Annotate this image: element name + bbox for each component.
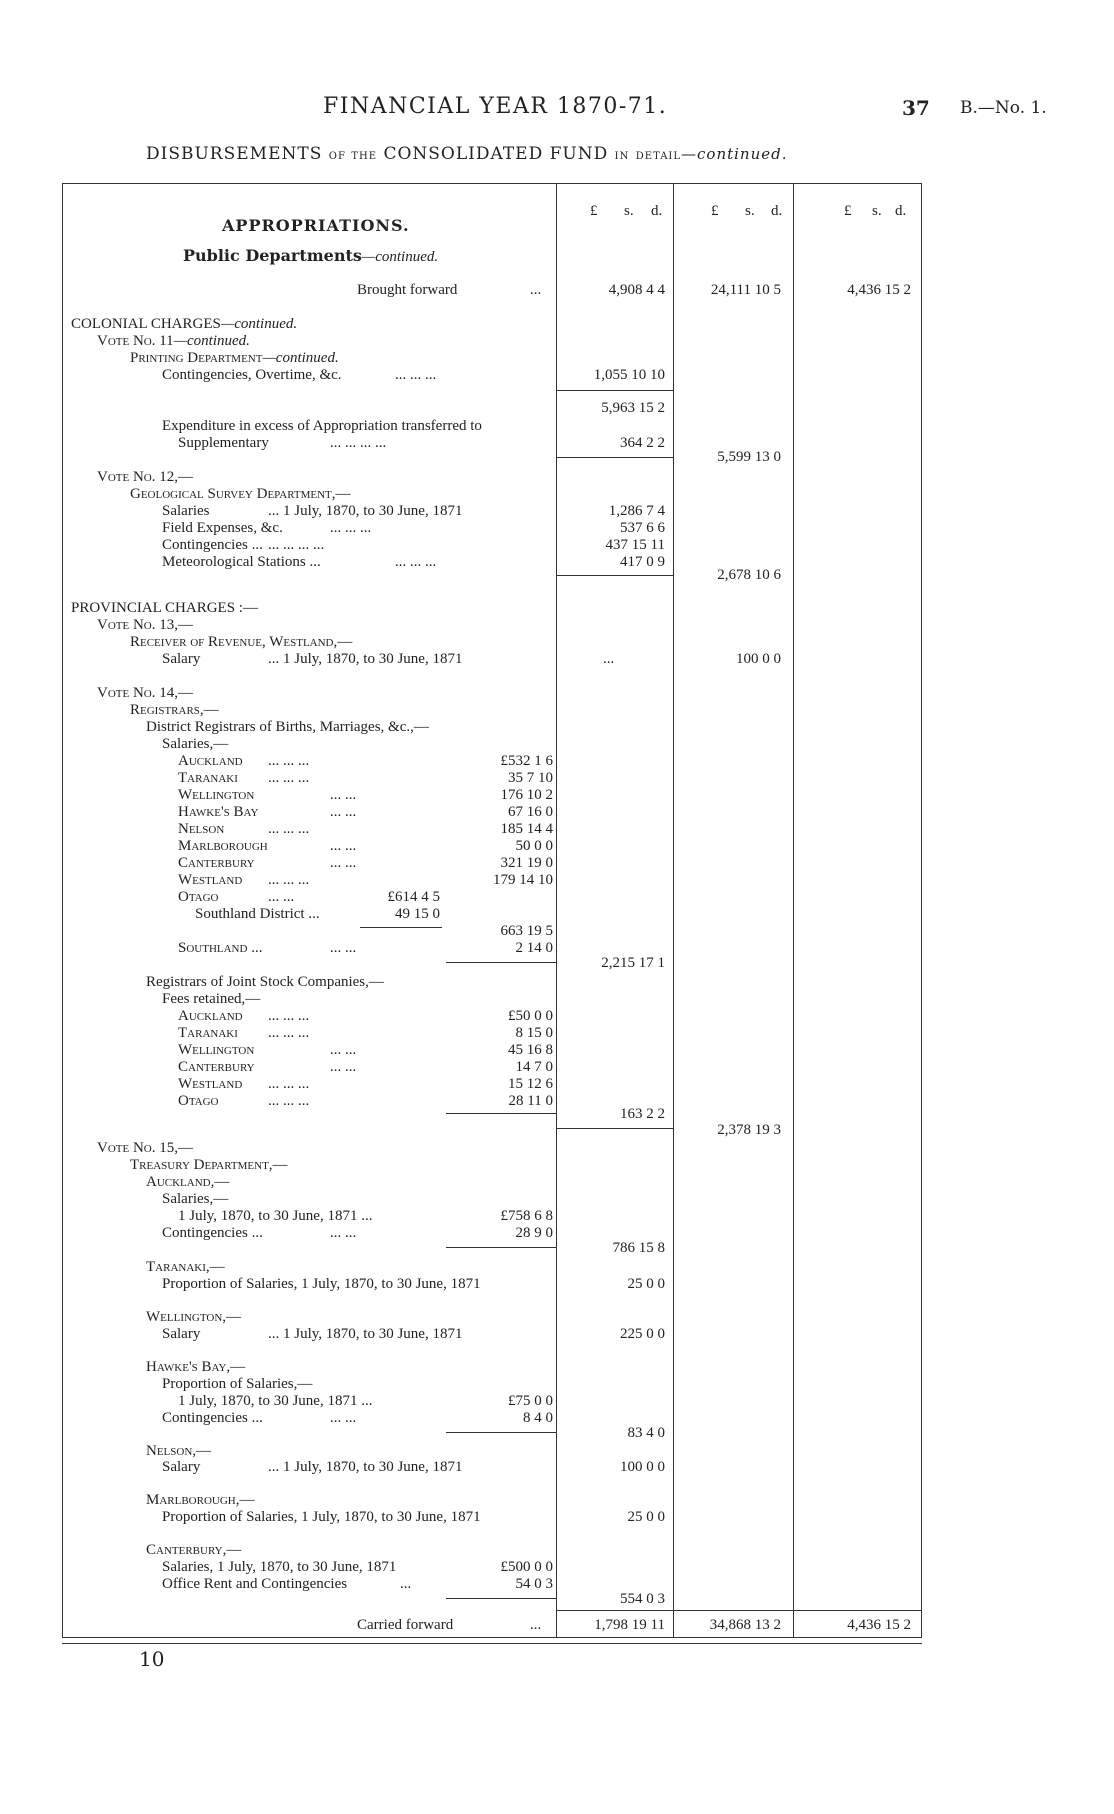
heading-continued: —continued. [220,316,298,332]
auckland-salary-label: 1 July, 1870, to 30 June, 1871 ... [178,1208,373,1224]
excess-value: 364 2 2 [620,435,665,451]
row-name: Hawke's Bay [178,804,259,820]
leader-dots: ... [530,282,542,298]
leader-dots: ... ... ... [330,520,372,536]
otago-label: Otago [178,889,219,905]
vote-12-heading: Vote No. 12,— [97,469,193,485]
wellington-value: 225 0 0 [620,1326,665,1342]
otago-total: 663 19 5 [500,923,553,939]
taranaki-row-label: Proportion of Salaries, 1 July, 1870, to 30 June, 1871 [162,1276,481,1292]
wellington-heading: Wellington,— [146,1309,242,1325]
carried-forward-col3: 4,436 15 2 [847,1617,911,1633]
canterbury-total: 554 0 3 [620,1591,665,1607]
subtitle-part: detail [635,147,682,163]
row-value: 15 12 6 [508,1076,553,1092]
salaries-heading: Salaries,— [162,1191,229,1207]
leader-dots: ... ... ... [268,1008,310,1024]
row-value: £532 1 6 [500,753,553,769]
row-value: 179 14 10 [493,872,553,888]
row-name: Taranaki [178,1025,238,1041]
leader-dots: ... ... ... [395,554,437,570]
marlborough-heading: Marlborough,— [146,1492,255,1508]
hawkes-proportion-heading: Proportion of Salaries,— [162,1376,313,1392]
row-name: Canterbury [178,855,255,871]
leader-dots: ... ... [330,1059,357,1075]
leader-dots: ... ... [330,1225,357,1241]
subtitle-part: in [614,147,630,163]
geo-row-value: 1,286 7 4 [608,503,665,519]
vote-13-heading: Vote No. 13,— [97,617,193,633]
leader-dots: ... ... [330,838,357,854]
subtitle-part: DISBURSEMENTS [146,144,323,164]
vote-15-heading: Vote No. 15,— [97,1140,193,1156]
auckland-contingencies-label: Contingencies ... [162,1225,263,1241]
row-name: Otago [178,1093,219,1109]
southland-district-label: Southland District ... [195,906,320,922]
provincial-charges-heading: PROVINCIAL CHARGES :— [71,600,258,616]
vote-11-heading [97,333,250,350]
joint-stock-total: 163 2 2 [620,1106,665,1122]
row-value: 35 7 10 [508,770,553,786]
row-value: 176 10 2 [500,787,553,803]
carried-forward-label: Carried forward [357,1617,454,1633]
geo-row-value: 437 15 11 [605,537,665,553]
leader-dots: ... [530,1617,542,1633]
leader-dots: ... ... ... [268,1093,310,1109]
canterbury-office-label: Office Rent and Contingencies [162,1576,348,1592]
canterbury-salary-label: Salaries, 1 July, 1870, to 30 June, 1871 [162,1559,397,1575]
canterbury-heading: Canterbury,— [146,1542,242,1558]
brought-forward-col3: 4,436 15 2 [847,282,911,298]
geo-row-label: Contingencies ... [162,537,263,553]
canterbury-salary-value: £500 0 0 [500,1559,553,1575]
fees-retained-heading: Fees retained,— [162,991,261,1007]
row-name: Canterbury [178,1059,255,1075]
row-name: Wellington [178,1042,255,1058]
brought-forward-col2: 24,111 10 5 [710,282,781,298]
heading-text: Printing Department [130,350,263,366]
vote-14-heading: Vote No. 14,— [97,685,193,701]
heading-continued: —continued. [262,350,339,366]
leader-dots: ... ... ... [395,367,437,383]
excess-label: Expenditure in excess of Appropriation transferred to [162,418,482,434]
salaries-heading: Salaries,— [162,736,229,752]
nelson-heading: Nelson,— [146,1443,212,1459]
receiver-salary-label: Salary [162,651,201,667]
leader-dots: ... ... ... [268,872,310,888]
row-value: 45 16 8 [508,1042,553,1058]
wellington-salary-label: Salary [162,1326,201,1342]
col-header-shillings: s. [872,203,882,219]
vote-14-total: 2,378 19 3 [717,1122,781,1138]
subtitle-part: —continued. [681,145,788,163]
hawkes-salary-label: 1 July, 1870, to 30 June, 1871 ... [178,1393,373,1409]
page-number: 37 [902,96,930,120]
receiver-heading: Receiver of Revenue, Westland,— [130,634,353,650]
nelson-salary-label: Salary [162,1459,201,1475]
row-value: £50 0 0 [508,1008,553,1024]
geo-row-label: Meteorological Stations ... [162,554,321,570]
auckland-contingencies-value: 28 9 0 [515,1225,553,1241]
leader-dots: ... ... [330,804,357,820]
geo-row-period: ... 1 July, 1870, to 30 June, 1871 [268,503,463,519]
brought-forward-label: Brought forward [357,282,458,298]
auckland-heading: Auckland,— [146,1174,230,1190]
leader-dots: ... ... ... ... [330,435,387,451]
col-header-pound: £ [590,203,598,219]
row-name: Westland [178,872,243,888]
excess-label: Supplementary [178,435,269,451]
printing-dept-heading [130,350,339,367]
row-name: Nelson [178,821,225,837]
row-value: 67 16 0 [508,804,553,820]
col-header-pence: d. [771,203,783,219]
page-subtitle [146,144,788,164]
col-header-shillings: s. [745,203,755,219]
row-value: 14 7 0 [515,1059,553,1075]
leader-dots: ... ... ... [268,753,310,769]
leader-dots: ... ... [330,1042,357,1058]
auckland-total: 786 15 8 [612,1240,665,1256]
col-header-pound: £ [711,203,719,219]
southland-value: 2 14 0 [515,940,553,956]
district-registrars-heading: District Registrars of Births, Marriages, &c.,— [146,719,429,735]
col-header-pence: d. [651,203,663,219]
geo-row-value: 417 0 9 [620,554,665,570]
row-value: 321 19 0 [500,855,553,871]
geo-row-value: 537 6 6 [620,520,665,536]
heading-continued: —continued. [173,333,250,349]
leader-dots: ... ... ... ... [268,537,325,553]
hawkes-bay-heading: Hawke's Bay,— [146,1359,246,1375]
contingencies-overtime-value: 1,055 10 10 [593,367,665,383]
marlborough-row-label: Proportion of Salaries, 1 July, 1870, to 30 June, 1871 [162,1509,481,1525]
wellington-salary-period: ... 1 July, 1870, to 30 June, 1871 [268,1326,463,1342]
hawkes-contingencies-value: 8 4 0 [523,1410,553,1426]
row-name: Auckland [178,753,243,769]
leader-dots: ... ... [330,787,357,803]
auckland-salary-value: £758 6 8 [500,1208,553,1224]
hawkes-salary-value: £75 0 0 [508,1393,553,1409]
treasury-heading: Treasury Department,— [130,1157,288,1173]
receiver-salary-value: 100 0 0 [736,651,781,667]
document-reference: B.—No. 1. [960,98,1047,118]
nelson-salary-period: ... 1 July, 1870, to 30 June, 1871 [268,1459,463,1475]
heading-text: Vote No. 11 [97,333,174,349]
carried-forward-col1: 1,798 19 11 [594,1617,665,1633]
row-name: Auckland [178,1008,243,1024]
nelson-value: 100 0 0 [620,1459,665,1475]
leader-dots: ... [603,651,615,667]
vote-11-total: 5,599 13 0 [717,449,781,465]
canterbury-office-value: 54 0 3 [515,1576,553,1592]
leader-dots: ... ... ... [268,1025,310,1041]
geo-row-label: Field Expenses, &c. [162,520,283,536]
brought-forward-col1: 4,908 4 4 [608,282,665,298]
joint-stock-heading: Registrars of Joint Stock Companies,— [146,974,384,990]
appropriations-heading: APPROPRIATIONS. [222,216,410,235]
southland-district-value: 49 15 0 [395,906,440,922]
row-value: 8 15 0 [515,1025,553,1041]
carried-forward-col2: 34,868 13 2 [709,1617,781,1633]
heading-continued: —continued. [361,249,439,265]
contingencies-overtime-label: Contingencies, Overtime, &c. [162,367,342,383]
subtotal-value: 5,963 15 2 [601,400,665,416]
taranaki-value: 25 0 0 [627,1276,665,1292]
row-name: Marlborough [178,838,268,854]
leader-dots: ... ... ... [268,1076,310,1092]
southland-label: Southland ... [178,940,263,956]
col-header-shillings: s. [624,203,634,219]
subtitle-part: CONSOLIDATED FUND [383,144,609,164]
district-registrars-total: 2,215 17 1 [601,955,665,971]
col-header-pence: d. [895,203,907,219]
otago-value: £614 4 5 [387,889,440,905]
row-value: 185 14 4 [500,821,553,837]
leader-dots: ... ... ... [268,770,310,786]
col-header-pound: £ [844,203,852,219]
public-departments-heading [183,246,438,266]
row-value: 28 11 0 [508,1093,553,1109]
geological-heading: Geological Survey Department,— [130,486,351,502]
page-title: FINANCIAL YEAR 1870-71. [323,94,668,119]
registrars-heading: Registrars,— [130,702,219,718]
colonial-charges-heading [71,316,297,333]
geo-row-label: Salaries [162,503,210,519]
leader-dots: ... ... ... [268,821,310,837]
hawkes-contingencies-label: Contingencies ... [162,1410,263,1426]
leader-dots: ... ... [330,940,357,956]
row-name: Taranaki [178,770,238,786]
leader-dots: ... ... [330,1410,357,1426]
row-value: 50 0 0 [515,838,553,854]
taranaki-heading: Taranaki,— [146,1259,225,1275]
heading-text: Public Departments [183,246,362,265]
leader-dots: ... [400,1576,412,1592]
subtitle-part: of the [328,147,378,163]
leader-dots: ... ... [268,889,295,905]
footer-page-number: 10 [139,1647,165,1671]
receiver-salary-period: ... 1 July, 1870, to 30 June, 1871 [268,651,463,667]
hawkes-total: 83 4 0 [627,1425,665,1441]
leader-dots: ... ... [330,855,357,871]
vote-12-total: 2,678 10 6 [717,567,781,583]
row-name: Westland [178,1076,243,1092]
heading-text: COLONIAL CHARGES [71,316,221,332]
marlborough-value: 25 0 0 [627,1509,665,1525]
row-name: Wellington [178,787,255,803]
